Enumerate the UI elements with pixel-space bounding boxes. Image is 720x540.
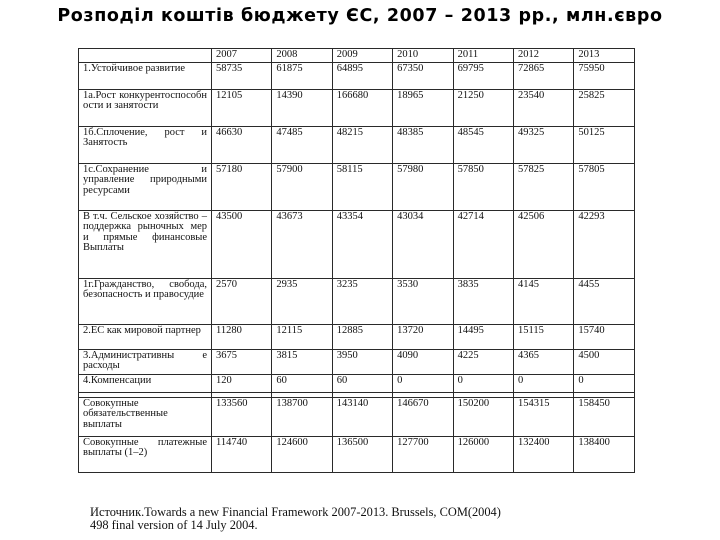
value-cell: 3530 — [393, 278, 453, 324]
value-cell: 42714 — [453, 210, 513, 278]
value-cell: 114740 — [212, 436, 272, 472]
source-line: 498 final version of 14 July 2004. — [90, 517, 258, 532]
year-header: 2010 — [393, 49, 453, 63]
value-cell: 166680 — [332, 89, 392, 126]
value-cell: 4225 — [453, 349, 513, 374]
row-label: 2.ЕС как мировой партнер — [79, 324, 212, 349]
value-cell: 132400 — [513, 436, 573, 472]
value-cell: 67350 — [393, 62, 453, 89]
value-cell: 11280 — [212, 324, 272, 349]
value-cell: 124600 — [272, 436, 332, 472]
row-label: 4.Компенсации — [79, 374, 212, 392]
value-cell: 48215 — [332, 126, 392, 163]
value-cell: 25825 — [574, 89, 634, 126]
value-cell: 2570 — [212, 278, 272, 324]
table-row — [79, 89, 635, 126]
table-row — [79, 126, 635, 163]
row-label: В т.ч. Сельское хозяйство – поддержка рыночных мер и прямые финансовые Выплаты — [79, 210, 212, 278]
value-cell: 0 — [574, 374, 634, 392]
row-label: 1г.Гражданство, свобода, безопасность и правосудие — [79, 278, 212, 324]
value-cell: 42293 — [574, 210, 634, 278]
table-row — [79, 349, 635, 374]
value-cell: 48385 — [393, 126, 453, 163]
row-label: 1с.Сохранение и управление природными ресурсами — [79, 163, 212, 210]
year-header: 2011 — [453, 49, 513, 63]
value-cell: 126000 — [453, 436, 513, 472]
value-cell: 46630 — [212, 126, 272, 163]
value-cell: 154315 — [513, 397, 573, 436]
slide-title: Розподіл коштів бюджету ЄС, 2007 – 2013 рр., млн.євро — [57, 6, 663, 26]
table-row — [79, 278, 635, 324]
value-cell: 3235 — [332, 278, 392, 324]
table-scan — [78, 48, 638, 510]
table-row — [79, 324, 635, 349]
value-cell: 158450 — [574, 397, 634, 436]
value-cell: 138700 — [272, 397, 332, 436]
value-cell: 3675 — [212, 349, 272, 374]
table-row — [79, 374, 635, 392]
value-cell: 57980 — [393, 163, 453, 210]
value-cell: 4500 — [574, 349, 634, 374]
value-cell: 57805 — [574, 163, 634, 210]
value-cell: 21250 — [453, 89, 513, 126]
value-cell: 0 — [513, 374, 573, 392]
value-cell: 57850 — [453, 163, 513, 210]
value-cell: 12885 — [332, 324, 392, 349]
value-cell: 3835 — [453, 278, 513, 324]
value-cell: 49325 — [513, 126, 573, 163]
value-cell: 18965 — [393, 89, 453, 126]
budget-table — [78, 48, 635, 473]
row-label: 1б.Сплочение, рост и Занятость — [79, 126, 212, 163]
value-cell: 69795 — [453, 62, 513, 89]
value-cell: 127700 — [393, 436, 453, 472]
table-row — [79, 62, 635, 89]
value-cell: 15115 — [513, 324, 573, 349]
row-label: Совокупные обязательственные выплаты — [79, 397, 212, 436]
table-row — [79, 397, 635, 436]
value-cell: 0 — [453, 374, 513, 392]
value-cell: 60 — [272, 374, 332, 392]
value-cell: 4455 — [574, 278, 634, 324]
source-note — [90, 506, 650, 531]
value-cell: 13720 — [393, 324, 453, 349]
row-label: 1а.Рост конкурентоспособн ости и занятости — [79, 89, 212, 126]
table-row — [79, 436, 635, 472]
value-cell: 42506 — [513, 210, 573, 278]
value-cell: 43034 — [393, 210, 453, 278]
value-cell: 15740 — [574, 324, 634, 349]
row-label: 1.Устойчивое развитие — [79, 62, 212, 89]
value-cell: 43500 — [212, 210, 272, 278]
value-cell: 138400 — [574, 436, 634, 472]
value-cell: 75950 — [574, 62, 634, 89]
value-cell: 3950 — [332, 349, 392, 374]
value-cell: 14495 — [453, 324, 513, 349]
row-label: Совокупные платежные выплаты (1–2) — [79, 436, 212, 472]
value-cell: 50125 — [574, 126, 634, 163]
value-cell: 61875 — [272, 62, 332, 89]
header-row — [79, 49, 635, 63]
value-cell: 64895 — [332, 62, 392, 89]
value-cell: 4145 — [513, 278, 573, 324]
value-cell: 60 — [332, 374, 392, 392]
value-cell: 12115 — [272, 324, 332, 349]
year-header: 2007 — [212, 49, 272, 63]
header-blank — [79, 49, 212, 63]
value-cell: 57180 — [212, 163, 272, 210]
value-cell: 57825 — [513, 163, 573, 210]
row-label: 3.Административны е расходы — [79, 349, 212, 374]
table-row — [79, 163, 635, 210]
year-header: 2013 — [574, 49, 634, 63]
value-cell: 4365 — [513, 349, 573, 374]
value-cell: 2935 — [272, 278, 332, 324]
value-cell: 146670 — [393, 397, 453, 436]
value-cell: 58735 — [212, 62, 272, 89]
value-cell: 72865 — [513, 62, 573, 89]
value-cell: 133560 — [212, 397, 272, 436]
table-row — [79, 210, 635, 278]
value-cell: 58115 — [332, 163, 392, 210]
table-body — [79, 62, 635, 472]
year-header: 2008 — [272, 49, 332, 63]
value-cell: 3815 — [272, 349, 332, 374]
value-cell: 43354 — [332, 210, 392, 278]
value-cell: 47485 — [272, 126, 332, 163]
value-cell: 12105 — [212, 89, 272, 126]
value-cell: 48545 — [453, 126, 513, 163]
year-header: 2009 — [332, 49, 392, 63]
value-cell: 120 — [212, 374, 272, 392]
value-cell: 57900 — [272, 163, 332, 210]
value-cell: 150200 — [453, 397, 513, 436]
source-line: Источник.Towards a new Financial Framework 2007-2013. Brussels, COM(2004) — [90, 505, 501, 519]
value-cell: 43673 — [272, 210, 332, 278]
year-header: 2012 — [513, 49, 573, 63]
value-cell: 0 — [393, 374, 453, 392]
value-cell: 4090 — [393, 349, 453, 374]
value-cell: 14390 — [272, 89, 332, 126]
value-cell: 23540 — [513, 89, 573, 126]
value-cell: 143140 — [332, 397, 392, 436]
value-cell: 136500 — [332, 436, 392, 472]
